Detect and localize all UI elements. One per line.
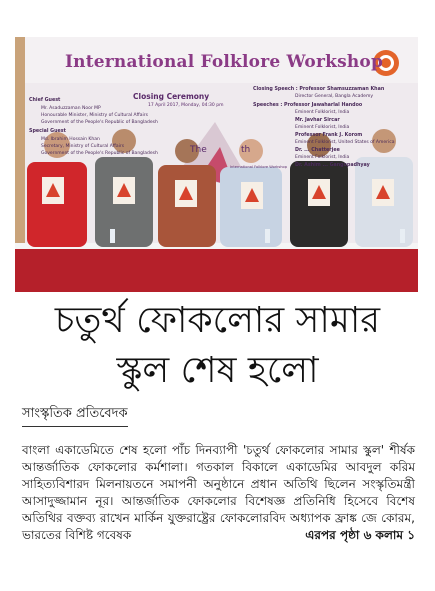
backdrop-speech-2: Eminent Folklorist, India: [295, 110, 350, 115]
backdrop-closing-speech: Closing Speech : Professor Shamsuzzaman Khan: [253, 87, 385, 92]
headline: [0, 296, 435, 396]
backdrop-speech-6: Eminent Folklorist, United States of America: [295, 140, 395, 145]
backdrop-speeches: Speeches : Professor Jawaharlal Handoo: [253, 103, 363, 108]
backdrop-special-guest: Special Guest: [29, 129, 66, 134]
backdrop-speech-9: Dr. Ashim ... Gangopadhyay: [295, 163, 370, 168]
backdrop-speech-7: Dr. ... Chatterjee: [295, 148, 340, 153]
backdrop-title: International Folklore Workshop: [65, 52, 384, 72]
backdrop-speech-4: Eminent Folklorist, India: [295, 125, 350, 130]
backdrop-special-guest-role-2: Government of the People's Republic of Bangladesh: [41, 151, 158, 156]
byline: সাংস্কৃতিক প্রতিবেদক: [22, 404, 128, 427]
backdrop-school-label-3: International Folklore Workshop: [230, 165, 287, 169]
backdrop-school-label-1: The: [190, 145, 207, 155]
article-body-text: বাংলা একাডেমিতে শেষ হলো পাঁচ দিনব্যাপী 'চতুর্থ ফোকলোর সামার স্কুল' শীর্ষক আন্তর্জাতিক ফোকলোর কর্মশালা। গতকাল বিকালে একাডেমির আবদুল করিম সাহিত্যবিশারদ মিলনায়তনে সমাপনী অনুষ্ঠানে প্রধান অতিথি ছিলেন সংস্কৃতিমন্ত্রী আসাদুজ্জামান নূর। আন্তর্জাতিক ফোকলোর বিশেষজ্ঞ প্রতিনিধি হিসেবে বিশেষ অতিথির বক্তব্য রাখেন মার্কিন যুক্তরাষ্ট্রের ফোকলোরবিদ অধ্যাপক ফ্রাঙ্ক জে কোরম, ভারতের বিশিষ্ট গবেষক: [22, 443, 415, 542]
closing-ceremony-label: Closing Ceremony: [133, 92, 210, 101]
backdrop-special-guest-role-1: Secretary, Ministry of Cultural Affairs: [41, 144, 125, 149]
backdrop-chief-guest-name: Mr. Asaduzzaman Noor MP: [41, 106, 101, 111]
continued-on-link[interactable]: এরপর পৃষ্ঠা ৬ কলাম ১: [305, 528, 415, 542]
backdrop-school-label-2: th: [241, 145, 251, 155]
backdrop-speech-3: Mr. Javhar Sircar: [295, 118, 340, 123]
backdrop-speech-8: Eminent Folklorist, India: [295, 155, 350, 160]
article-body: [22, 442, 415, 544]
event-photo: [15, 37, 418, 292]
headline-line-2: স্কুল শেষ হলো: [116, 350, 319, 391]
headline-line-1: চতুর্থ ফোকলোর সামার: [54, 300, 381, 341]
backdrop-speech-5: Professor Frank J. Korom: [295, 133, 363, 138]
backdrop-chief-guest: Chief Guest: [29, 98, 61, 103]
backdrop-closing-speech-role: Director General, Bangla Academy: [295, 94, 373, 99]
backdrop-special-guest-name: Md. Ibrahim Hossain Khan: [41, 137, 100, 142]
closing-ceremony-date: 17 April 2017, Monday, 04:30 pm: [148, 103, 224, 108]
backdrop-chief-guest-role-1: Honourable Minister, Ministry of Cultural Affairs: [41, 113, 148, 118]
backdrop-chief-guest-role-2: Government of the People's Republic of Bangladesh: [41, 120, 158, 125]
